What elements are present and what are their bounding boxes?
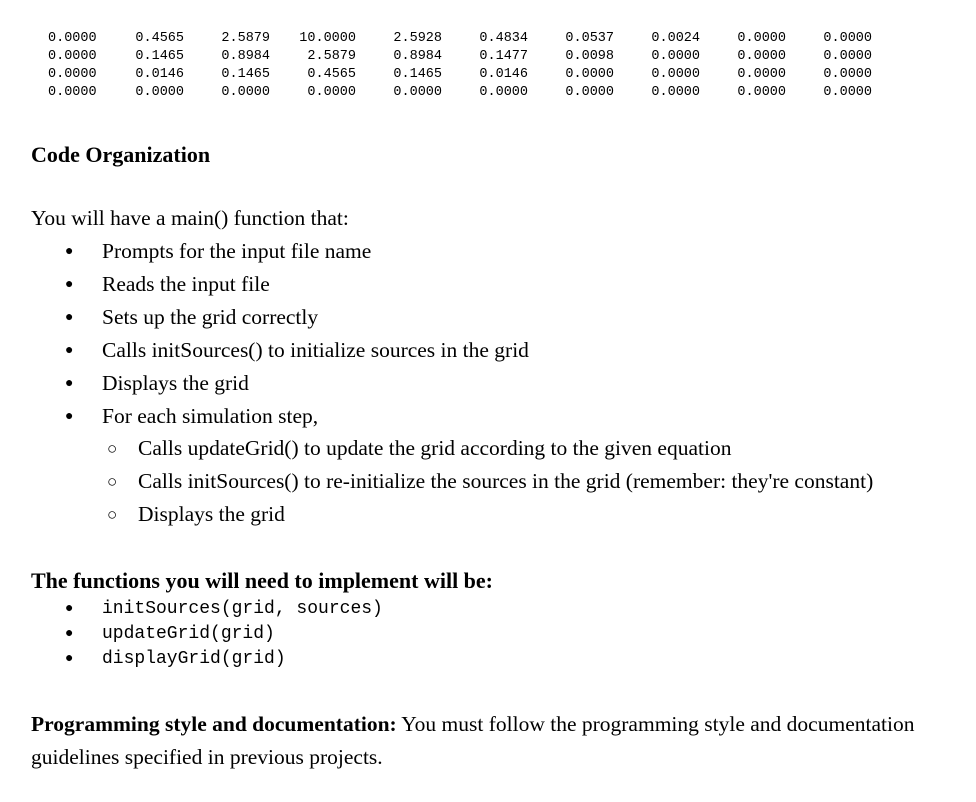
bullet-icon: ● (65, 343, 74, 358)
bullet-icon: ● (65, 601, 74, 617)
simulation-substeps-list (0, 432, 873, 531)
grid-cell: 0.0098 (565, 49, 614, 64)
list-item: ● Prompts for the input file name (0, 235, 529, 268)
bullet-icon: ● (65, 626, 74, 642)
code-organization-heading: Code Organization (31, 142, 211, 167)
grid-cell: 0.0000 (221, 85, 270, 100)
grid-cell: 0.0000 (565, 85, 614, 100)
grid-cell: 2.5928 (393, 31, 442, 46)
bullet-icon: ● (65, 244, 74, 259)
list-item: ● For each simulation step, (0, 400, 529, 433)
list-item: ● Sets up the grid correctly (0, 301, 529, 334)
grid-cell: 0.0000 (651, 85, 700, 100)
grid-cell: 0.0000 (823, 31, 872, 46)
grid-cell: 0.0537 (565, 31, 614, 46)
functions-list (0, 597, 383, 672)
grid-cell: 0.0146 (135, 67, 184, 82)
grid-row (48, 66, 878, 84)
grid-cell: 10.0000 (299, 31, 356, 46)
grid-cell: 0.8984 (221, 49, 270, 64)
style-label: Programming style and documentation: (31, 712, 397, 736)
list-item: ○ Calls initSources() to re-initialize the sources in the grid (remember: they're constant) (0, 465, 873, 498)
grid-cell: 0.0000 (48, 31, 97, 46)
bullet-icon: ● (65, 310, 74, 325)
grid-cell: 0.4565 (135, 31, 184, 46)
style-text: You must follow the programming style and documentation guidelines specified in previous projects. (31, 712, 915, 769)
main-function-intro: You will have a main() function that: (31, 206, 349, 230)
hollow-bullet-icon: ○ (107, 505, 118, 524)
grid-cell: 0.0000 (307, 85, 356, 100)
grid-row (48, 48, 878, 66)
grid-row (48, 30, 878, 48)
bullet-icon: ● (65, 409, 74, 424)
grid-cell: 0.0146 (479, 67, 528, 82)
bullet-icon: ● (65, 277, 74, 292)
grid-cell: 2.5879 (221, 31, 270, 46)
functions-heading: The functions you will need to implement will be: (31, 568, 494, 593)
function-item: ● displayGrid(grid) (0, 647, 383, 672)
grid-cell: 0.4834 (479, 31, 528, 46)
bullet-icon: ● (65, 376, 74, 391)
grid-cell: 0.0000 (48, 49, 97, 64)
style-paragraph (31, 708, 931, 774)
grid-output (48, 30, 878, 102)
hollow-bullet-icon: ○ (107, 472, 118, 491)
grid-row (48, 84, 878, 102)
grid-cell: 0.0000 (135, 85, 184, 100)
grid-cell: 0.1465 (393, 67, 442, 82)
grid-cell: 0.0000 (737, 49, 786, 64)
list-item: ○ Calls updateGrid() to update the grid according to the given equation (0, 432, 873, 465)
grid-cell: 0.1465 (221, 67, 270, 82)
hollow-bullet-icon: ○ (107, 439, 118, 458)
grid-cell: 0.4565 (307, 67, 356, 82)
grid-cell: 0.8984 (393, 49, 442, 64)
grid-cell: 0.0000 (737, 31, 786, 46)
grid-cell: 0.0000 (737, 85, 786, 100)
list-item: ● Reads the input file (0, 268, 529, 301)
grid-cell: 0.1465 (135, 49, 184, 64)
grid-cell: 0.0000 (823, 67, 872, 82)
grid-cell: 0.0000 (737, 67, 786, 82)
grid-cell: 2.5879 (307, 49, 356, 64)
grid-cell: 0.0024 (651, 31, 700, 46)
function-item: ● updateGrid(grid) (0, 622, 383, 647)
grid-cell: 0.1477 (479, 49, 528, 64)
grid-cell: 0.0000 (823, 85, 872, 100)
list-item: ○ Displays the grid (0, 498, 873, 531)
grid-cell: 0.0000 (651, 49, 700, 64)
grid-cell: 0.0000 (479, 85, 528, 100)
grid-cell: 0.0000 (48, 85, 97, 100)
main-steps-list (0, 235, 529, 433)
function-item: ● initSources(grid, sources) (0, 597, 383, 622)
grid-cell: 0.0000 (823, 49, 872, 64)
grid-cell: 0.0000 (393, 85, 442, 100)
list-item: ● Calls initSources() to initialize sources in the grid (0, 334, 529, 367)
grid-cell: 0.0000 (565, 67, 614, 82)
bullet-icon: ● (65, 651, 74, 667)
list-item: ● Displays the grid (0, 367, 529, 400)
grid-cell: 0.0000 (651, 67, 700, 82)
grid-cell: 0.0000 (48, 67, 97, 82)
